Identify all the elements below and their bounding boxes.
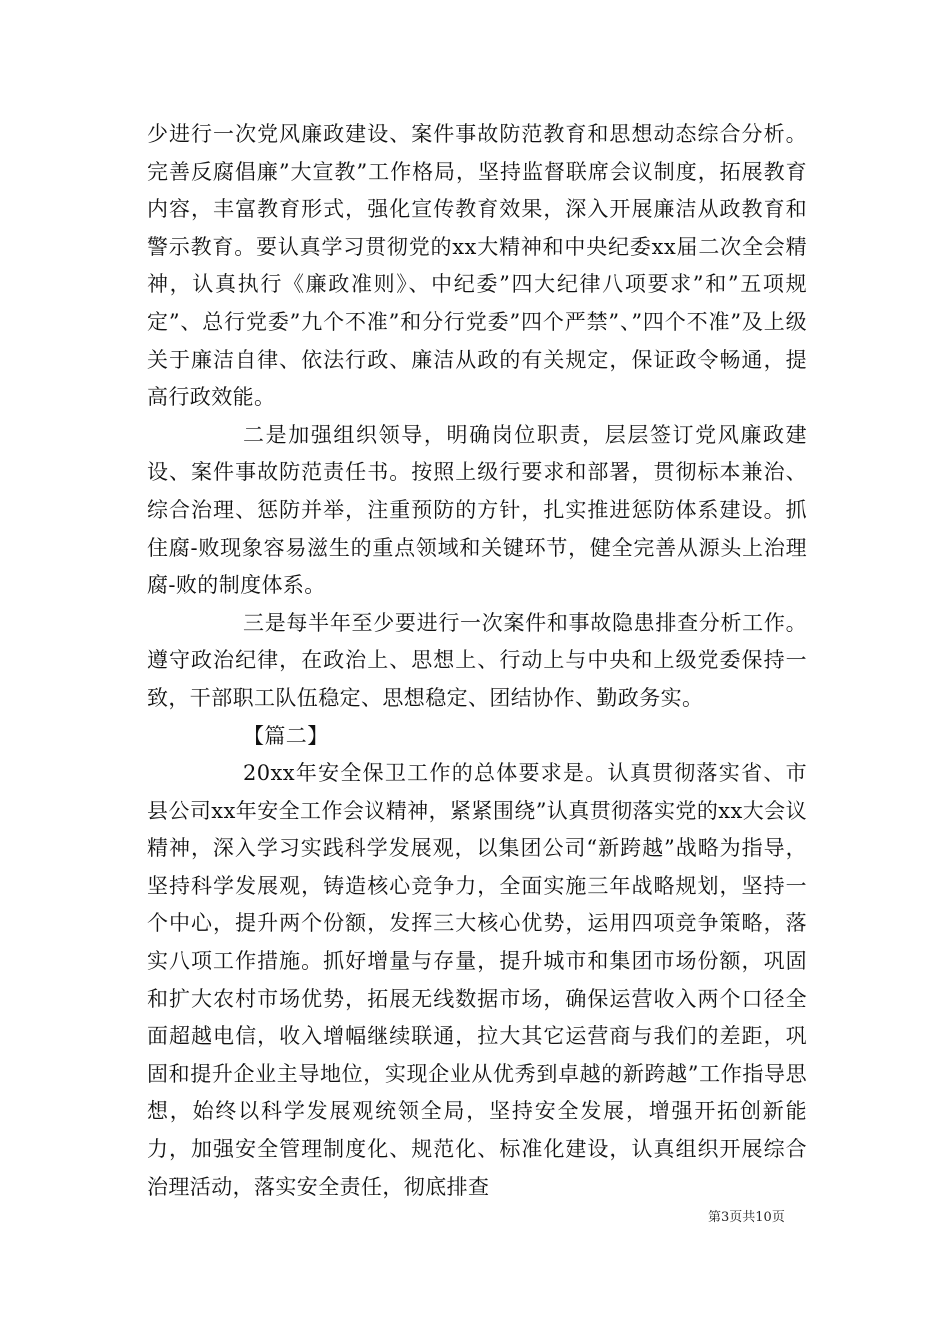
section-heading: 【篇二】 bbox=[243, 723, 329, 748]
page-number-footer: 第3页共10页 bbox=[708, 1210, 785, 1225]
paragraph-continuation: 少进行一次党风廉政建设、案件事故防范教育和思想动态综合分析。完善反腐倡廉”大宣教”工作格局，坚持监督联席会议制度，拓展教育内容，丰富教育形式，强化宣传教育效果，深入开展廉洁从政教育和警示教育。要认真学习贯彻党的xx大精神和中央纪委xx届二次全会精神，认真执行《廉政准则》、中纪委”四大纪律八项要求”和”五项规定”、总行党委”九个不准”和分行党委”四个严禁”、”四个不准”及上级关于廉洁自律、依法行政、廉洁从政的有关规定，保证政令畅通，提高行政效能。 bbox=[147, 122, 807, 410]
paragraph-point-three: 三是每半年至少要进行一次案件和事故隐患排查分析工作。遵守政治纪律，在政治上、思想上、行动上与中央和上级党委保持一致，干部职工队伍稳定、思想稳定、团结协作、勤政务实。 bbox=[147, 610, 807, 710]
section-paragraph: 20xx年安全保卫工作的总体要求是。认真贯彻落实省、市县公司xx年安全工作会议精神，紧紧围绕”认真贯彻落实党的xx大会议精神，深入学习实践科学发展观，以集团公司“新跨越”战略为指导，坚持科学发展观，铸造核心竞争力，全面实施三年战略规划，坚持一个中心，提升两个份额，发挥三大核心优势，运用四项竞争策略，落实八项工作措施。抓好增量与存量，提升城市和集团市场份额，巩固和扩大农村市场优势，拓展无线数据市场，确保运营收入两个口径全面超越电信，收入增幅继续联通，拉大其它运营商与我们的差距，巩固和提升企业主导地位，实现企业从优秀到卓越的新跨越”工作指导思想，始终以科学发展观统领全局，坚持安全发展，增强开拓创新能力，加强安全管理制度化、规范化、标准化建设，认真组织开展综合治理活动，落实安全责任，彻底排查 bbox=[147, 761, 807, 1199]
document-body bbox=[147, 116, 807, 1206]
paragraph-point-two: 二是加强组织领导，明确岗位职责，层层签订党风廉政建设、案件事故防范责任书。按照上级行要求和部署，贯彻标本兼治、综合治理、惩防并举，注重预防的方针，扎实推进惩防体系建设。抓住腐-败现象容易滋生的重点领域和关键环节，健全完善从源头上治理腐-败的制度体系。 bbox=[147, 422, 807, 598]
